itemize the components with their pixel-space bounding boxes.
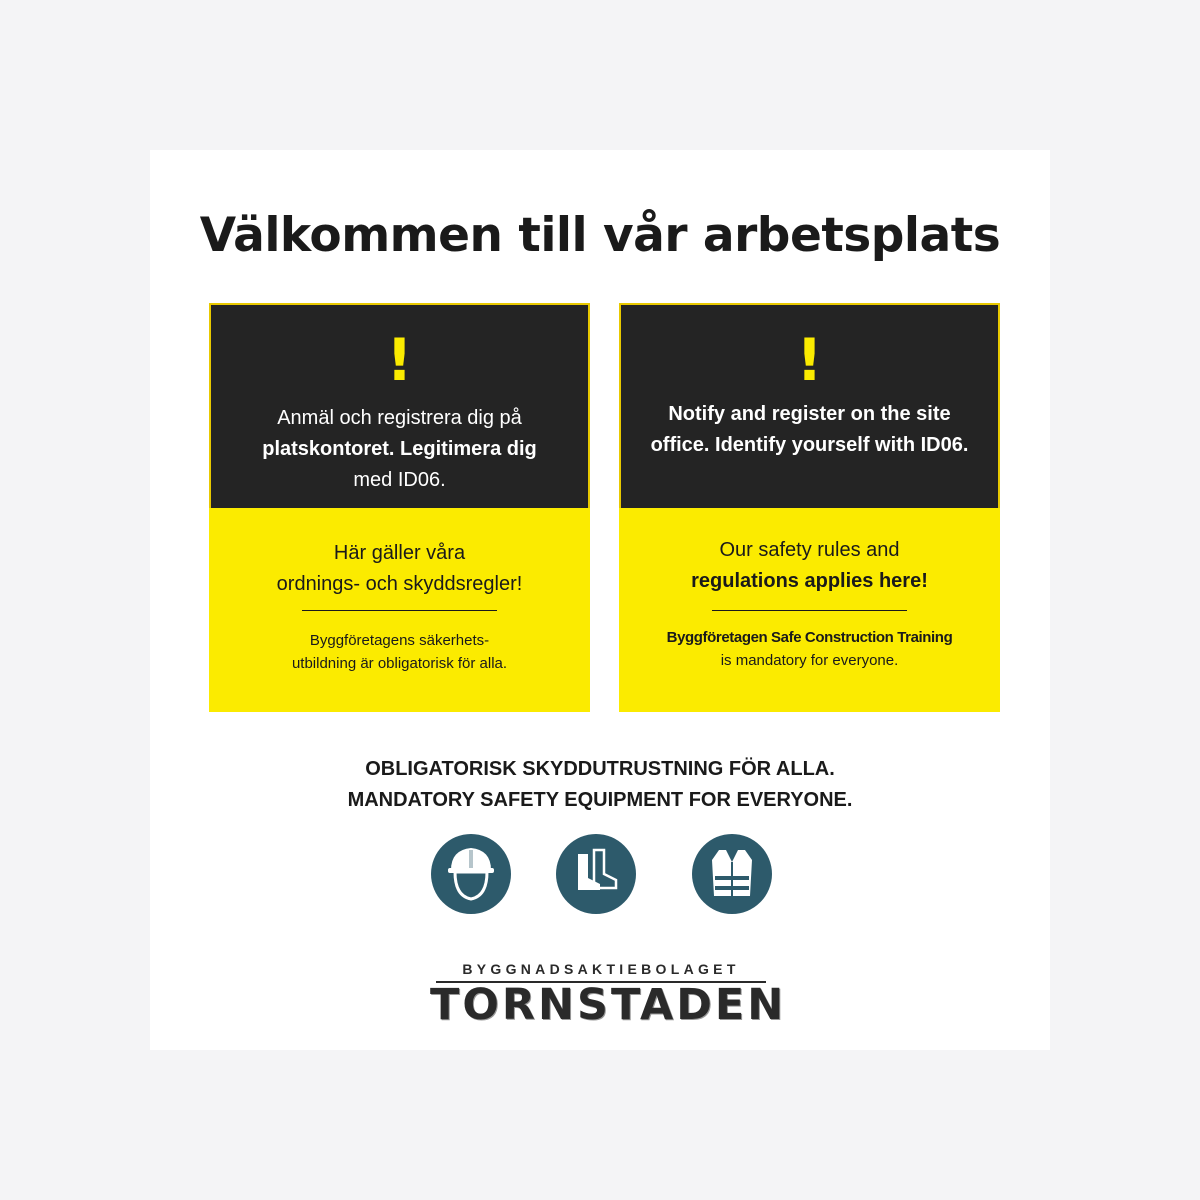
register-notice [641,399,978,461]
equipment-line-swedish: OBLIGATORISK SKYDDUTRUSTNING FÖR ALLA. [365,758,835,780]
notice-panel-swedish [209,303,590,712]
rules-text [629,535,990,597]
training-text [219,629,580,675]
rules-box-yellow [209,508,590,712]
logo-tagline: BYGGNADSAKTIEBOLAGET [462,961,740,977]
hi-vis-vest-icon [692,834,772,914]
divider [712,610,907,611]
rules-text [219,538,580,600]
training-line: Byggföretagen Safe Construction Training [666,629,953,646]
training-line: is mandatory for everyone. [720,652,899,669]
page-title: Välkommen till vår arbetsplats [199,208,1001,263]
notice-line: office. Identify yourself with ID06. [650,434,969,456]
safety-boots-icon [556,834,636,914]
divider [302,610,497,611]
exclamation-icon: ! [796,326,823,394]
notice-box-dark [209,303,590,508]
company-logo: TORNSTADEN [430,980,787,1030]
rules-line: regulations applies here! [691,570,928,592]
training-line: utbildning är obligatorisk för alla. [291,655,508,672]
notice-panel-english [619,303,1000,712]
rules-line: Our safety rules and [719,539,900,561]
notice-box-dark [619,303,1000,508]
training-line: Byggföretagens säkerhets- [309,632,490,649]
notice-line: Notify and register on the site [668,403,951,425]
rules-box-yellow [619,508,1000,712]
mandatory-equipment-text [0,754,1200,816]
notice-line: Anmäl och registrera dig på [277,407,522,429]
exclamation-icon: ! [386,326,413,394]
rules-line: Här gäller våra [333,542,466,564]
hard-hat-icon [431,834,511,914]
rules-line: ordnings- och skyddsregler! [276,573,523,595]
equipment-line-english: MANDATORY SAFETY EQUIPMENT FOR EVERYONE. [347,789,853,811]
notice-line: platskontoret. Legitimera dig [262,438,537,460]
training-text [629,626,990,672]
notice-line: med ID06. [353,469,446,491]
register-notice [231,403,568,496]
